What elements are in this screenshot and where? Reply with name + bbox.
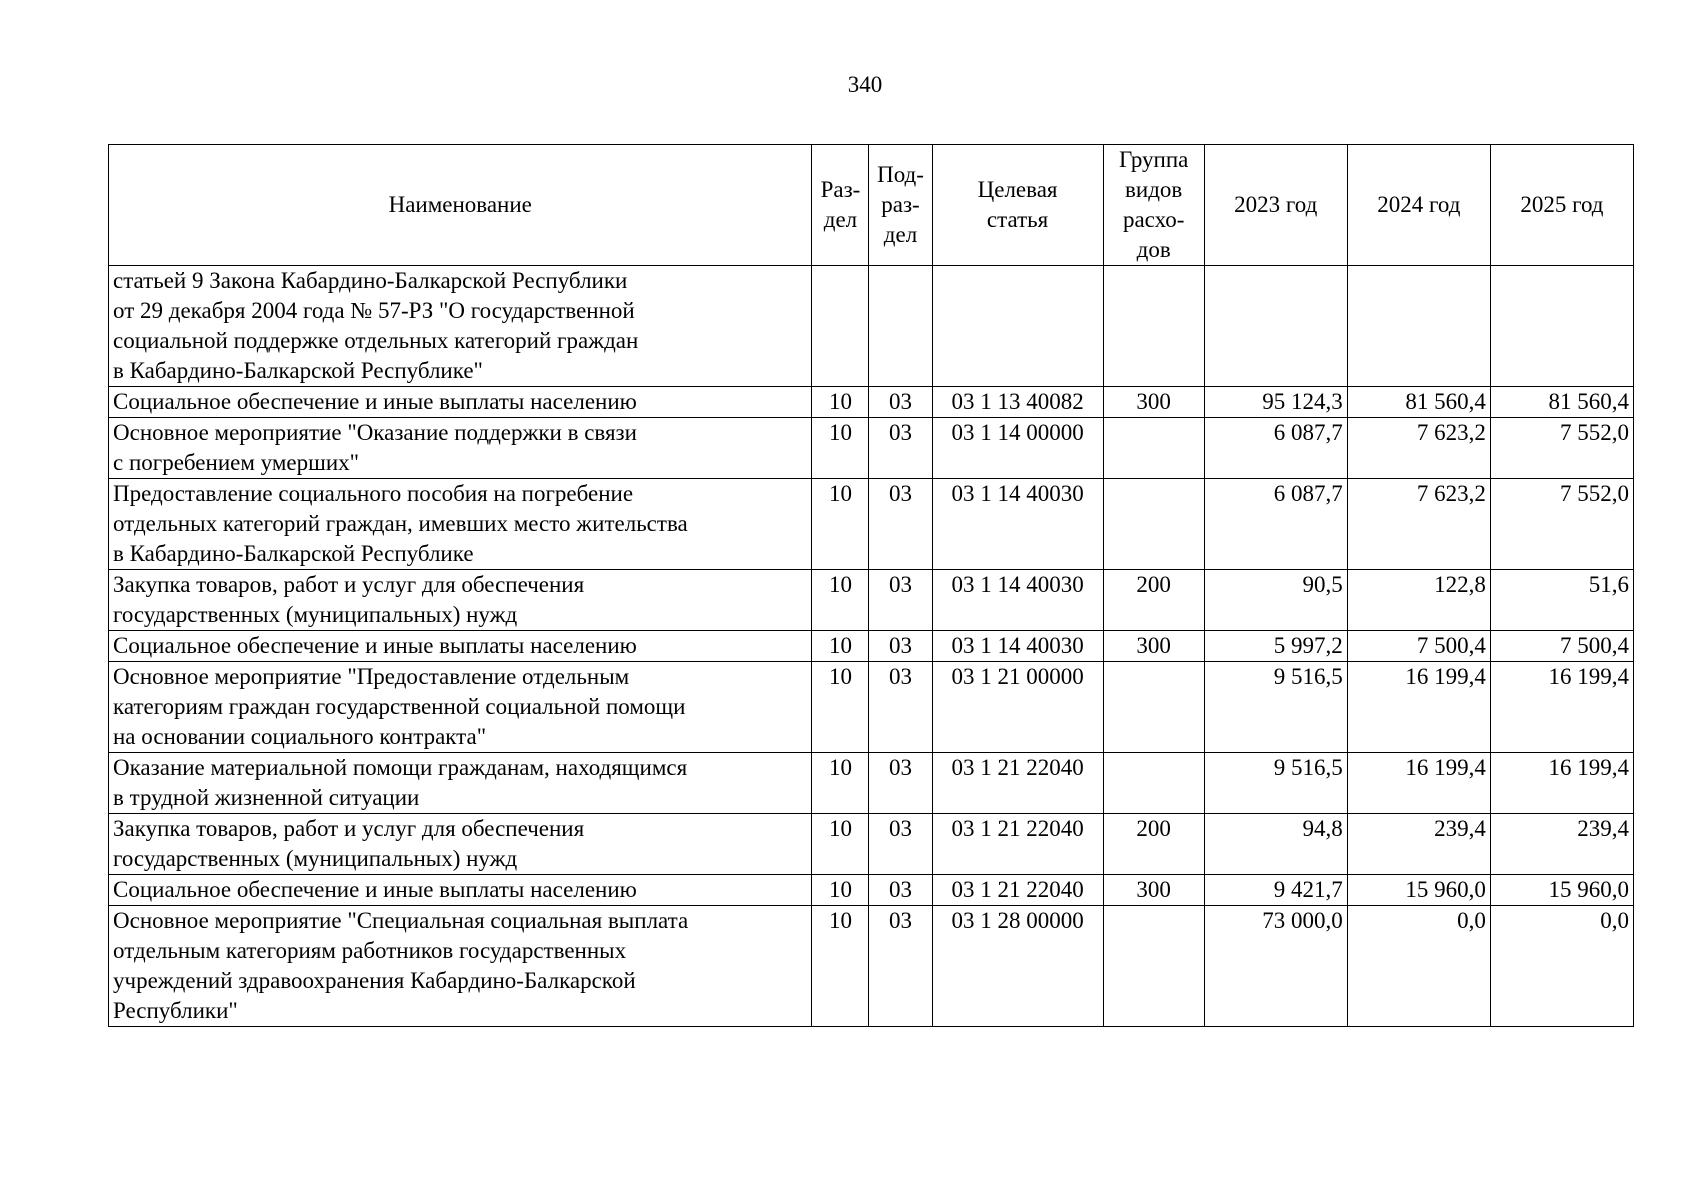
table-row (109, 814, 1634, 875)
cell-2025: 239,4 (1490, 814, 1633, 875)
header-subsection (869, 145, 932, 266)
cell-name: Оказание материальной помощи гражданам, находящимся в трудной жизненной ситуации (109, 753, 812, 814)
cell-2023: 5 997,2 (1204, 631, 1347, 662)
cell-2025: 7 500,4 (1490, 631, 1633, 662)
cell-2025: 81 560,4 (1490, 387, 1633, 418)
cell-section: 10 (812, 479, 869, 570)
cell-2025 (1490, 266, 1633, 387)
cell-subsection (869, 266, 932, 387)
header-name (109, 145, 812, 266)
cell-subsection: 03 (869, 418, 932, 479)
cell-expense-group: 300 (1103, 631, 1204, 662)
table-row (109, 875, 1634, 906)
cell-subsection: 03 (869, 875, 932, 906)
header-label: 2024 год (1377, 192, 1461, 217)
cell-2024: 16 199,4 (1347, 753, 1490, 814)
cell-subsection: 03 (869, 570, 932, 631)
header-label: Группа видов расхо- дов (1118, 147, 1189, 262)
cell-subsection: 03 (869, 662, 932, 753)
cell-section: 10 (812, 662, 869, 753)
cell-2025: 7 552,0 (1490, 418, 1633, 479)
header-label: 2025 год (1520, 192, 1604, 217)
cell-target-article: 03 1 14 40030 (932, 479, 1103, 570)
cell-expense-group: 200 (1103, 814, 1204, 875)
cell-section: 10 (812, 631, 869, 662)
cell-target-article: 03 1 14 40030 (932, 631, 1103, 662)
table-row (109, 662, 1634, 753)
cell-expense-group: 200 (1103, 570, 1204, 631)
page-number: 340 (847, 72, 883, 97)
cell-target-article: 03 1 14 40030 (932, 570, 1103, 631)
cell-name: Закупка товаров, работ и услуг для обеспечения государственных (муниципальных) нужд (109, 814, 812, 875)
cell-2024: 122,8 (1347, 570, 1490, 631)
budget-table (108, 144, 1634, 1027)
cell-subsection: 03 (869, 906, 932, 1027)
cell-subsection: 03 (869, 753, 932, 814)
cell-2024: 16 199,4 (1347, 662, 1490, 753)
cell-2023 (1204, 266, 1347, 387)
cell-2024: 239,4 (1347, 814, 1490, 875)
header-2024 (1347, 145, 1490, 266)
cell-2023: 73 000,0 (1204, 906, 1347, 1027)
cell-subsection: 03 (869, 387, 932, 418)
cell-name: Основное мероприятие "Предоставление отдельным категориям граждан государственной социальной помощи на основании социального контракта" (109, 662, 812, 753)
cell-expense-group (1103, 479, 1204, 570)
cell-2024: 15 960,0 (1347, 875, 1490, 906)
cell-target-article (932, 266, 1103, 387)
table-row (109, 387, 1634, 418)
cell-section (812, 266, 869, 387)
cell-section: 10 (812, 570, 869, 631)
cell-section: 10 (812, 387, 869, 418)
table-row (109, 570, 1634, 631)
cell-expense-group (1103, 266, 1204, 387)
header-label: Наименование (388, 192, 532, 217)
cell-target-article: 03 1 21 22040 (932, 875, 1103, 906)
cell-expense-group (1103, 662, 1204, 753)
cell-section: 10 (812, 753, 869, 814)
cell-expense-group (1103, 906, 1204, 1027)
cell-2023: 94,8 (1204, 814, 1347, 875)
header-label: Раз- дел (820, 177, 861, 232)
cell-2023: 6 087,7 (1204, 479, 1347, 570)
cell-target-article: 03 1 21 22040 (932, 814, 1103, 875)
table-row (109, 631, 1634, 662)
cell-2025: 7 552,0 (1490, 479, 1633, 570)
cell-name: Основное мероприятие "Оказание поддержки в связи с погребением умерших" (109, 418, 812, 479)
cell-2023: 95 124,3 (1204, 387, 1347, 418)
cell-target-article: 03 1 21 00000 (932, 662, 1103, 753)
cell-2024: 7 623,2 (1347, 418, 1490, 479)
header-2023 (1204, 145, 1347, 266)
cell-2023: 9 516,5 (1204, 662, 1347, 753)
cell-2024: 0,0 (1347, 906, 1490, 1027)
cell-2025: 15 960,0 (1490, 875, 1633, 906)
cell-name: Социальное обеспечение и иные выплаты населению (109, 387, 812, 418)
cell-name: Социальное обеспечение и иные выплаты населению (109, 631, 812, 662)
cell-2024: 7 500,4 (1347, 631, 1490, 662)
cell-name: Закупка товаров, работ и услуг для обеспечения государственных (муниципальных) нужд (109, 570, 812, 631)
header-target-article (932, 145, 1103, 266)
table-row (109, 906, 1634, 1027)
header-section (812, 145, 869, 266)
header-label: Целевая статья (977, 177, 1058, 232)
header-expense-group (1103, 145, 1204, 266)
cell-2023: 9 516,5 (1204, 753, 1347, 814)
cell-name: Основное мероприятие "Специальная социальная выплата отдельным категориям работников государственных учреждений здравоохранения Кабардино-Балкарской Республики" (109, 906, 812, 1027)
cell-subsection: 03 (869, 479, 932, 570)
cell-name: Социальное обеспечение и иные выплаты населению (109, 875, 812, 906)
table-row (109, 418, 1634, 479)
cell-section: 10 (812, 906, 869, 1027)
cell-2023: 9 421,7 (1204, 875, 1347, 906)
cell-expense-group: 300 (1103, 875, 1204, 906)
cell-2023: 6 087,7 (1204, 418, 1347, 479)
cell-section: 10 (812, 814, 869, 875)
cell-expense-group: 300 (1103, 387, 1204, 418)
cell-2025: 16 199,4 (1490, 662, 1633, 753)
cell-target-article: 03 1 28 00000 (932, 906, 1103, 1027)
table-row (109, 753, 1634, 814)
cell-2025: 51,6 (1490, 570, 1633, 631)
cell-section: 10 (812, 418, 869, 479)
cell-2023: 90,5 (1204, 570, 1347, 631)
cell-subsection: 03 (869, 631, 932, 662)
cell-2025: 16 199,4 (1490, 753, 1633, 814)
header-label: 2023 год (1234, 192, 1318, 217)
cell-target-article: 03 1 14 00000 (932, 418, 1103, 479)
cell-name: Предоставление социального пособия на погребение отдельных категорий граждан, имевших место жительства в Кабардино-Балкарской Республике (109, 479, 812, 570)
cell-expense-group (1103, 418, 1204, 479)
header-2025 (1490, 145, 1633, 266)
cell-name: статьей 9 Закона Кабардино-Балкарской Республики от 29 декабря 2004 года № 57-РЗ "О государственной социальной поддержке отдельных категорий граждан в Кабардино-Балкарской Республике" (109, 266, 812, 387)
table-row (109, 266, 1634, 387)
cell-subsection: 03 (869, 814, 932, 875)
cell-2024 (1347, 266, 1490, 387)
cell-2024: 7 623,2 (1347, 479, 1490, 570)
cell-expense-group (1103, 753, 1204, 814)
table-row (109, 479, 1634, 570)
cell-section: 10 (812, 875, 869, 906)
table-header-row (109, 145, 1634, 266)
cell-2025: 0,0 (1490, 906, 1633, 1027)
cell-target-article: 03 1 13 40082 (932, 387, 1103, 418)
header-label: Под- раз- дел (877, 162, 924, 247)
cell-target-article: 03 1 21 22040 (932, 753, 1103, 814)
cell-2024: 81 560,4 (1347, 387, 1490, 418)
